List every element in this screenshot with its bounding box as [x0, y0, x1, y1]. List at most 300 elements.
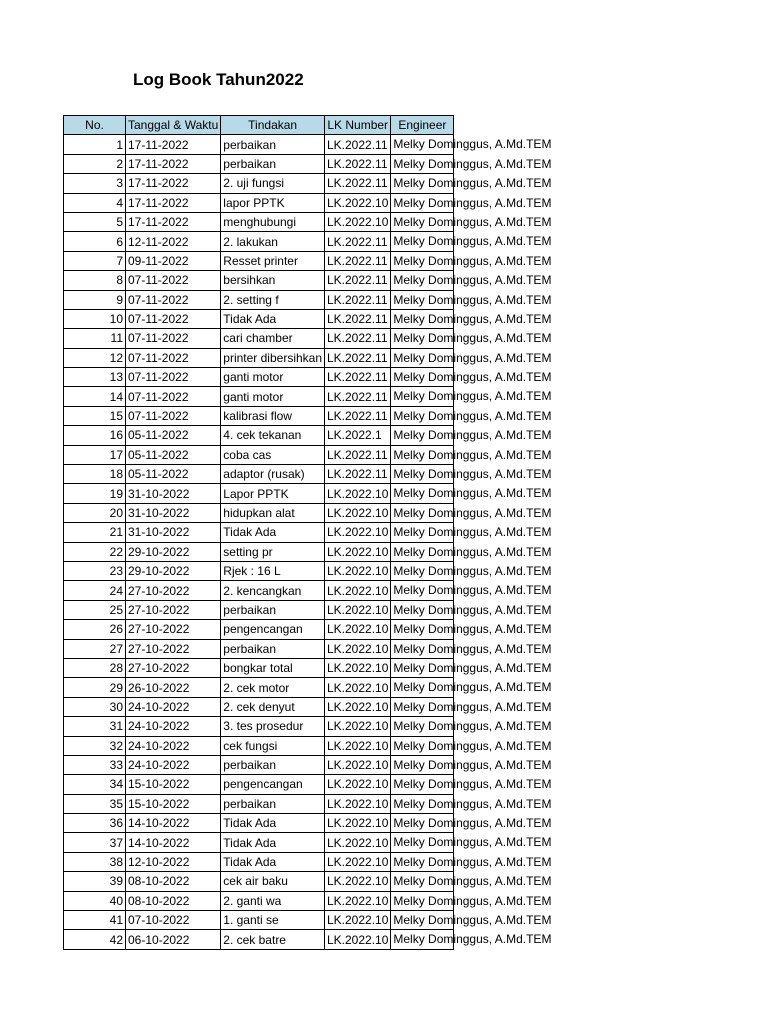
cell-tindakan[interactable]: 2. cek motor [221, 678, 325, 697]
engineer-text: Melky Dominggus, A.Md.TEM [393, 486, 552, 501]
cell-engineer[interactable] [391, 814, 552, 833]
table-row [64, 620, 454, 639]
cell-tanggal[interactable]: 07-11-2022 [126, 406, 221, 425]
cell-no[interactable]: 34 [64, 775, 126, 794]
table-row [64, 600, 454, 619]
table-row [64, 717, 454, 736]
cell-no[interactable]: 23 [64, 561, 126, 580]
cell-engineer[interactable] [391, 561, 552, 580]
cell-engineer[interactable] [391, 426, 552, 445]
cell-tanggal[interactable]: 27-10-2022 [126, 658, 221, 677]
table-row [64, 891, 454, 910]
cell-lk-number[interactable]: LK.2022.11 [325, 368, 391, 387]
cell-lk-number[interactable]: LK.2022.10 [325, 891, 391, 910]
engineer-text: Melky Dominggus, A.Md.TEM [393, 893, 552, 908]
cell-tindakan[interactable]: Tidak Ada [221, 833, 325, 852]
cell-engineer[interactable] [391, 852, 552, 871]
cell-engineer[interactable] [391, 775, 552, 794]
engineer-text: Melky Dominggus, A.Md.TEM [393, 428, 552, 443]
table-row [64, 833, 454, 852]
cell-no[interactable]: 14 [64, 387, 126, 406]
cell-engineer[interactable] [391, 717, 552, 736]
cell-tindakan[interactable]: pengencangan [221, 620, 325, 639]
table-row [64, 523, 454, 542]
cell-tindakan[interactable]: menghubungi [221, 212, 325, 231]
cell-lk-number[interactable]: LK.2022.10 [325, 639, 391, 658]
cell-engineer[interactable] [391, 891, 552, 910]
cell-lk-number[interactable]: LK.2022.10 [325, 658, 391, 677]
engineer-text: Melky Dominggus, A.Md.TEM [393, 738, 552, 753]
cell-tanggal[interactable]: 27-10-2022 [126, 639, 221, 658]
cell-engineer[interactable] [391, 406, 552, 425]
cell-engineer[interactable] [391, 794, 552, 813]
cell-no[interactable]: 6 [64, 232, 126, 251]
engineer-text: Melky Dominggus, A.Md.TEM [393, 370, 552, 385]
engineer-text: Melky Dominggus, A.Md.TEM [393, 331, 552, 346]
table-row [64, 135, 454, 154]
cell-engineer[interactable] [391, 620, 552, 639]
engineer-text: Melky Dominggus, A.Md.TEM [393, 602, 552, 617]
cell-no[interactable]: 32 [64, 736, 126, 755]
cell-tanggal[interactable]: 05-11-2022 [126, 445, 221, 464]
engineer-text: Melky Dominggus, A.Md.TEM [393, 641, 552, 656]
cell-engineer[interactable] [391, 697, 552, 716]
table-row [64, 561, 454, 580]
cell-tindakan[interactable]: adaptor (rusak) [221, 465, 325, 484]
column-header-tindakan[interactable]: Tindakan [221, 116, 325, 135]
cell-engineer[interactable] [391, 368, 552, 387]
cell-tindakan[interactable]: cek fungsi [221, 736, 325, 755]
engineer-text: Melky Dominggus, A.Md.TEM [393, 273, 552, 288]
table-row [64, 368, 454, 387]
table-row [64, 329, 454, 348]
cell-engineer[interactable] [391, 833, 552, 852]
cell-tindakan[interactable]: pengencangan [221, 775, 325, 794]
cell-lk-number[interactable]: LK.2022.10 [325, 542, 391, 561]
engineer-text: Melky Dominggus, A.Md.TEM [393, 913, 552, 928]
cell-lk-number[interactable]: LK.2022.10 [325, 717, 391, 736]
cell-lk-number[interactable]: LK.2022.10 [325, 523, 391, 542]
cell-tindakan[interactable]: perbaikan [221, 639, 325, 658]
cell-engineer[interactable] [391, 445, 552, 464]
engineer-text: Melky Dominggus, A.Md.TEM [393, 699, 552, 714]
cell-lk-number[interactable]: LK.2022.10 [325, 930, 391, 949]
cell-no[interactable]: 39 [64, 872, 126, 891]
cell-tanggal[interactable]: 27-10-2022 [126, 581, 221, 600]
cell-lk-number[interactable]: LK.2022.10 [325, 600, 391, 619]
cell-lk-number[interactable]: LK.2022.10 [325, 852, 391, 871]
cell-tanggal[interactable]: 07-11-2022 [126, 290, 221, 309]
cell-tindakan[interactable]: 2. lakukan [221, 232, 325, 251]
cell-lk-number[interactable]: LK.2022.11 [325, 154, 391, 173]
cell-tanggal[interactable]: 26-10-2022 [126, 678, 221, 697]
cell-tanggal[interactable]: 07-11-2022 [126, 309, 221, 328]
cell-lk-number[interactable]: LK.2022.10 [325, 484, 391, 503]
cell-lk-number[interactable]: LK.2022.10 [325, 212, 391, 231]
cell-tindakan[interactable]: 1. ganti se [221, 911, 325, 930]
engineer-text: Melky Dominggus, A.Md.TEM [393, 796, 552, 811]
page-title: Log Book Tahun2022 [133, 70, 304, 89]
cell-no[interactable]: 13 [64, 368, 126, 387]
table-row [64, 154, 454, 173]
cell-engineer[interactable] [391, 542, 552, 561]
engineer-text: Melky Dominggus, A.Md.TEM [393, 234, 552, 249]
cell-engineer[interactable] [391, 135, 552, 154]
cell-tanggal[interactable]: 15-10-2022 [126, 794, 221, 813]
cell-engineer[interactable] [391, 271, 552, 290]
table-row [64, 911, 454, 930]
cell-engineer[interactable] [391, 639, 552, 658]
cell-engineer[interactable] [391, 232, 552, 251]
table-row [64, 872, 454, 891]
cell-engineer[interactable] [391, 911, 552, 930]
column-header-engineer[interactable]: Engineer [391, 116, 454, 135]
cell-no[interactable]: 25 [64, 600, 126, 619]
cell-tindakan[interactable]: Tidak Ada [221, 852, 325, 871]
cell-tanggal[interactable]: 14-10-2022 [126, 833, 221, 852]
cell-engineer[interactable] [391, 872, 552, 891]
cell-tindakan[interactable]: Tidak Ada [221, 523, 325, 542]
cell-lk-number[interactable]: LK.2022.11 [325, 271, 391, 290]
engineer-text: Melky Dominggus, A.Md.TEM [393, 563, 552, 578]
cell-tindakan[interactable]: 2. kencangkan [221, 581, 325, 600]
table-row [64, 387, 454, 406]
cell-tindakan[interactable]: cek air baku [221, 872, 325, 891]
cell-engineer[interactable] [391, 523, 552, 542]
cell-lk-number[interactable]: LK.2022.10 [325, 581, 391, 600]
cell-tindakan[interactable]: Rjek : 16 L [221, 561, 325, 580]
cell-tindakan[interactable]: 3. tes prosedur [221, 717, 325, 736]
engineer-text: Melky Dominggus, A.Md.TEM [393, 176, 552, 191]
cell-tindakan[interactable]: lapor PPTK [221, 193, 325, 212]
cell-tanggal[interactable]: 31-10-2022 [126, 523, 221, 542]
table-row [64, 251, 454, 270]
cell-no[interactable]: 20 [64, 503, 126, 522]
cell-tindakan[interactable]: 4. cek tekanan [221, 426, 325, 445]
engineer-text: Melky Dominggus, A.Md.TEM [393, 622, 552, 637]
cell-tanggal[interactable]: 07-11-2022 [126, 387, 221, 406]
cell-no[interactable]: 31 [64, 717, 126, 736]
cell-tanggal[interactable]: 08-10-2022 [126, 891, 221, 910]
log-table [63, 115, 552, 950]
cell-lk-number[interactable]: LK.2022.11 [325, 406, 391, 425]
cell-tindakan[interactable]: bongkar total [221, 658, 325, 677]
table-row [64, 697, 454, 716]
cell-no[interactable]: 1 [64, 135, 126, 154]
engineer-text: Melky Dominggus, A.Md.TEM [393, 757, 552, 772]
table-row [64, 174, 454, 193]
engineer-text: Melky Dominggus, A.Md.TEM [393, 137, 552, 152]
cell-no[interactable]: 40 [64, 891, 126, 910]
cell-tindakan[interactable]: printer dibersihkan [221, 348, 325, 367]
cell-lk-number[interactable]: LK.2022.11 [325, 329, 391, 348]
engineer-text: Melky Dominggus, A.Md.TEM [393, 505, 552, 520]
cell-no[interactable]: 8 [64, 271, 126, 290]
table-row [64, 814, 454, 833]
cell-tanggal[interactable]: 17-11-2022 [126, 154, 221, 173]
cell-tindakan[interactable]: Tidak Ada [221, 814, 325, 833]
cell-tindakan[interactable]: perbaikan [221, 794, 325, 813]
engineer-text: Melky Dominggus, A.Md.TEM [393, 719, 552, 734]
log-table-body [64, 135, 552, 949]
cell-tindakan[interactable]: coba cas [221, 445, 325, 464]
cell-lk-number[interactable]: LK.2022.11 [325, 174, 391, 193]
cell-no[interactable]: 4 [64, 193, 126, 212]
cell-tindakan[interactable]: ganti motor [221, 387, 325, 406]
cell-lk-number[interactable]: LK.2022.10 [325, 503, 391, 522]
header-row [64, 116, 454, 135]
cell-lk-number[interactable]: LK.2022.11 [325, 290, 391, 309]
cell-tindakan[interactable]: Lapor PPTK [221, 484, 325, 503]
cell-no[interactable]: 30 [64, 697, 126, 716]
cell-tanggal[interactable]: 07-11-2022 [126, 368, 221, 387]
cell-lk-number[interactable]: LK.2022.10 [325, 736, 391, 755]
column-header-no[interactable]: No. [64, 116, 126, 135]
cell-tanggal[interactable]: 12-11-2022 [126, 232, 221, 251]
cell-tindakan[interactable]: perbaikan [221, 154, 325, 173]
cell-lk-number[interactable]: LK.2022.10 [325, 697, 391, 716]
cell-engineer[interactable] [391, 484, 552, 503]
table-row [64, 581, 454, 600]
cell-no[interactable]: 15 [64, 406, 126, 425]
cell-tanggal[interactable]: 29-10-2022 [126, 542, 221, 561]
cell-tanggal[interactable]: 17-11-2022 [126, 135, 221, 154]
cell-no[interactable]: 22 [64, 542, 126, 561]
cell-no[interactable]: 16 [64, 426, 126, 445]
cell-lk-number[interactable]: LK.2022.10 [325, 775, 391, 794]
table-row [64, 639, 454, 658]
cell-tanggal[interactable]: 07-11-2022 [126, 348, 221, 367]
cell-engineer[interactable] [391, 154, 552, 173]
engineer-text: Melky Dominggus, A.Md.TEM [393, 525, 552, 540]
engineer-text: Melky Dominggus, A.Md.TEM [393, 680, 552, 695]
cell-tindakan[interactable]: kalibrasi flow [221, 406, 325, 425]
cell-no[interactable]: 19 [64, 484, 126, 503]
cell-engineer[interactable] [391, 600, 552, 619]
cell-tindakan[interactable]: cari chamber [221, 329, 325, 348]
cell-lk-number[interactable]: LK.2022.10 [325, 872, 391, 891]
cell-tanggal[interactable]: 05-11-2022 [126, 426, 221, 445]
cell-tanggal[interactable]: 31-10-2022 [126, 503, 221, 522]
cell-tanggal[interactable]: 17-11-2022 [126, 174, 221, 193]
engineer-text: Melky Dominggus, A.Md.TEM [393, 447, 552, 462]
table-row [64, 193, 454, 212]
cell-tanggal[interactable]: 24-10-2022 [126, 717, 221, 736]
table-row [64, 309, 454, 328]
cell-tindakan[interactable]: 2. setting f [221, 290, 325, 309]
engineer-text: Melky Dominggus, A.Md.TEM [393, 195, 552, 210]
cell-engineer[interactable] [391, 736, 552, 755]
cell-tindakan[interactable]: Tidak Ada [221, 309, 325, 328]
cell-lk-number[interactable]: LK.2022.10 [325, 755, 391, 774]
cell-no[interactable]: 9 [64, 290, 126, 309]
table-row [64, 775, 454, 794]
cell-lk-number[interactable]: LK.2022.11 [325, 445, 391, 464]
cell-tindakan[interactable]: perbaikan [221, 135, 325, 154]
cell-engineer[interactable] [391, 290, 552, 309]
cell-tanggal[interactable]: 07-10-2022 [126, 911, 221, 930]
cell-tanggal[interactable]: 06-10-2022 [126, 930, 221, 949]
cell-tanggal[interactable]: 09-11-2022 [126, 251, 221, 270]
cell-lk-number[interactable]: LK.2022.1 [325, 426, 391, 445]
table-row [64, 542, 454, 561]
cell-lk-number[interactable]: LK.2022.11 [325, 309, 391, 328]
cell-engineer[interactable] [391, 930, 552, 949]
cell-tanggal[interactable]: 24-10-2022 [126, 736, 221, 755]
table-row [64, 755, 454, 774]
cell-no[interactable]: 36 [64, 814, 126, 833]
cell-lk-number[interactable]: LK.2022.11 [325, 465, 391, 484]
cell-lk-number[interactable]: LK.2022.10 [325, 814, 391, 833]
cell-engineer[interactable] [391, 678, 552, 697]
cell-lk-number[interactable]: LK.2022.10 [325, 678, 391, 697]
cell-tindakan[interactable]: 2. uji fungsi [221, 174, 325, 193]
cell-no[interactable]: 33 [64, 755, 126, 774]
cell-no[interactable]: 27 [64, 639, 126, 658]
engineer-text: Melky Dominggus, A.Md.TEM [393, 253, 552, 268]
cell-no[interactable]: 18 [64, 465, 126, 484]
cell-tanggal[interactable]: 05-11-2022 [126, 465, 221, 484]
cell-no[interactable]: 12 [64, 348, 126, 367]
table-row [64, 348, 454, 367]
cell-tanggal[interactable]: 31-10-2022 [126, 484, 221, 503]
engineer-text: Melky Dominggus, A.Md.TEM [393, 816, 552, 831]
cell-tanggal[interactable]: 12-10-2022 [126, 852, 221, 871]
engineer-text: Melky Dominggus, A.Md.TEM [393, 292, 552, 307]
cell-no[interactable]: 26 [64, 620, 126, 639]
table-row [64, 658, 454, 677]
cell-tanggal[interactable]: 17-11-2022 [126, 212, 221, 231]
cell-lk-number[interactable]: LK.2022.11 [325, 251, 391, 270]
cell-tanggal[interactable]: 24-10-2022 [126, 697, 221, 716]
cell-lk-number[interactable]: LK.2022.11 [325, 387, 391, 406]
engineer-text: Melky Dominggus, A.Md.TEM [393, 389, 552, 404]
cell-lk-number[interactable]: LK.2022.10 [325, 193, 391, 212]
cell-tindakan[interactable]: 2. cek batre [221, 930, 325, 949]
engineer-text: Melky Dominggus, A.Md.TEM [393, 408, 552, 423]
cell-lk-number[interactable]: LK.2022.10 [325, 911, 391, 930]
cell-lk-number[interactable]: LK.2022.10 [325, 561, 391, 580]
engineer-text: Melky Dominggus, A.Md.TEM [393, 854, 552, 869]
cell-engineer[interactable] [391, 348, 552, 367]
cell-engineer[interactable] [391, 193, 552, 212]
table-row [64, 445, 454, 464]
cell-no[interactable]: 29 [64, 678, 126, 697]
cell-tindakan[interactable]: setting pr [221, 542, 325, 561]
column-header-tanggal[interactable]: Tanggal & Waktu [126, 116, 221, 135]
column-header-lk-number[interactable]: LK Number [325, 116, 391, 135]
cell-tindakan[interactable]: 2. cek denyut [221, 697, 325, 716]
cell-tindakan[interactable]: perbaikan [221, 755, 325, 774]
cell-no[interactable]: 10 [64, 309, 126, 328]
cell-tindakan[interactable]: ganti motor [221, 368, 325, 387]
cell-no[interactable]: 37 [64, 833, 126, 852]
table-row [64, 503, 454, 522]
engineer-text: Melky Dominggus, A.Md.TEM [393, 467, 552, 482]
cell-tanggal[interactable]: 17-11-2022 [126, 193, 221, 212]
cell-tindakan[interactable]: hidupkan alat [221, 503, 325, 522]
cell-no[interactable]: 11 [64, 329, 126, 348]
cell-tanggal[interactable]: 29-10-2022 [126, 561, 221, 580]
cell-engineer[interactable] [391, 251, 552, 270]
cell-engineer[interactable] [391, 387, 552, 406]
cell-lk-number[interactable]: LK.2022.11 [325, 348, 391, 367]
cell-no[interactable]: 5 [64, 212, 126, 231]
cell-tanggal[interactable]: 24-10-2022 [126, 755, 221, 774]
engineer-text: Melky Dominggus, A.Md.TEM [393, 350, 552, 365]
cell-tanggal[interactable]: 08-10-2022 [126, 872, 221, 891]
table-row [64, 930, 454, 949]
cell-tindakan[interactable]: bersihkan [221, 271, 325, 290]
table-row [64, 465, 454, 484]
cell-no[interactable]: 21 [64, 523, 126, 542]
cell-lk-number[interactable]: LK.2022.10 [325, 620, 391, 639]
cell-lk-number[interactable]: LK.2022.10 [325, 833, 391, 852]
engineer-text: Melky Dominggus, A.Md.TEM [393, 874, 552, 889]
cell-engineer[interactable] [391, 212, 552, 231]
table-row [64, 678, 454, 697]
cell-no[interactable]: 42 [64, 930, 126, 949]
cell-no[interactable]: 17 [64, 445, 126, 464]
engineer-text: Melky Dominggus, A.Md.TEM [393, 156, 552, 171]
cell-tindakan[interactable]: perbaikan [221, 600, 325, 619]
engineer-text: Melky Dominggus, A.Md.TEM [393, 660, 552, 675]
table-row [64, 406, 454, 425]
cell-engineer[interactable] [391, 329, 552, 348]
cell-engineer[interactable] [391, 174, 552, 193]
cell-no[interactable]: 38 [64, 852, 126, 871]
table-row [64, 271, 454, 290]
table-row [64, 426, 454, 445]
cell-engineer[interactable] [391, 503, 552, 522]
cell-engineer[interactable] [391, 465, 552, 484]
table-row [64, 232, 454, 251]
cell-lk-number[interactable]: LK.2022.11 [325, 232, 391, 251]
engineer-text: Melky Dominggus, A.Md.TEM [393, 583, 552, 598]
cell-tindakan[interactable]: 2. ganti wa [221, 891, 325, 910]
cell-no[interactable]: 28 [64, 658, 126, 677]
cell-no[interactable]: 3 [64, 174, 126, 193]
engineer-text: Melky Dominggus, A.Md.TEM [393, 544, 552, 559]
cell-no[interactable]: 41 [64, 911, 126, 930]
table-row [64, 212, 454, 231]
cell-tindakan[interactable]: Resset printer [221, 251, 325, 270]
engineer-text: Melky Dominggus, A.Md.TEM [393, 214, 552, 229]
cell-lk-number[interactable]: LK.2022.10 [325, 794, 391, 813]
cell-tanggal[interactable]: 27-10-2022 [126, 620, 221, 639]
cell-engineer[interactable] [391, 658, 552, 677]
cell-tanggal[interactable]: 15-10-2022 [126, 775, 221, 794]
engineer-text: Melky Dominggus, A.Md.TEM [393, 311, 552, 326]
cell-tanggal[interactable]: 07-11-2022 [126, 271, 221, 290]
cell-no[interactable]: 7 [64, 251, 126, 270]
table-row [64, 736, 454, 755]
table-row [64, 484, 454, 503]
cell-engineer[interactable] [391, 755, 552, 774]
cell-no[interactable]: 35 [64, 794, 126, 813]
engineer-text: Melky Dominggus, A.Md.TEM [393, 932, 552, 947]
cell-lk-number[interactable]: LK.2022.11 [325, 135, 391, 154]
cell-engineer[interactable] [391, 309, 552, 328]
engineer-text: Melky Dominggus, A.Md.TEM [393, 835, 552, 850]
cell-engineer[interactable] [391, 581, 552, 600]
cell-no[interactable]: 24 [64, 581, 126, 600]
cell-tanggal[interactable]: 07-11-2022 [126, 329, 221, 348]
cell-tanggal[interactable]: 27-10-2022 [126, 600, 221, 619]
table-row [64, 794, 454, 813]
cell-tanggal[interactable]: 14-10-2022 [126, 814, 221, 833]
cell-no[interactable]: 2 [64, 154, 126, 173]
